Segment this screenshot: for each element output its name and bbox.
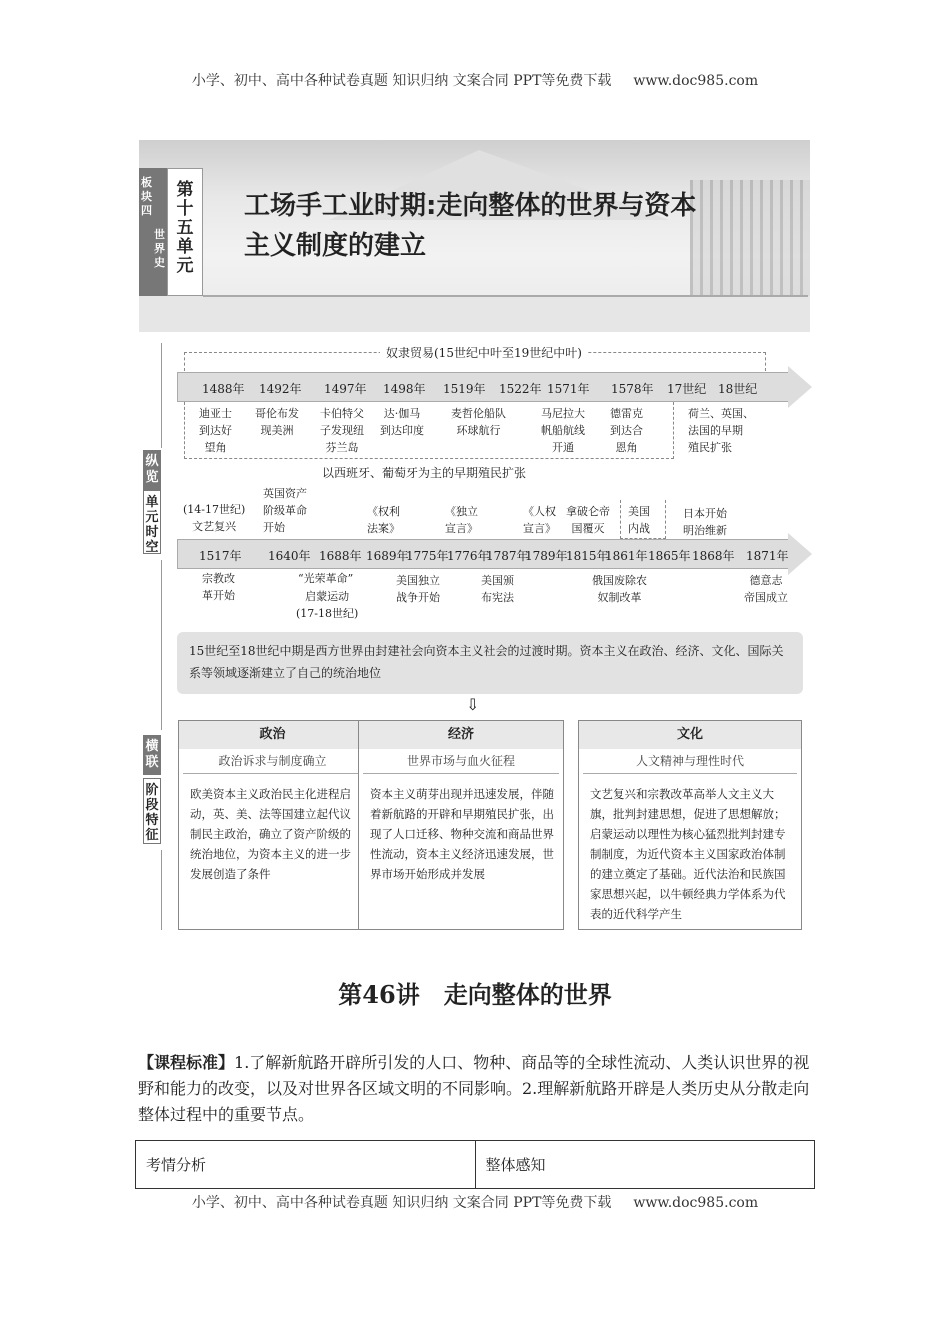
block-char: 块 [141,190,152,203]
card-title: 文化 [579,721,801,749]
block-char: 四 [141,204,152,217]
timeline1-year: 17世纪 [667,382,707,396]
slave-trade-label: 奴隶贸易(15世纪中叶至19世纪中叶) [380,344,588,361]
timeline1-year: 1492年 [259,382,302,396]
event-line: 环球航行 [456,424,501,437]
banner-underline [203,295,808,297]
table-row [136,1141,815,1189]
event-serf-reform [592,572,647,606]
timeline1-year: 1497年 [324,382,367,396]
block-char: 板 [141,176,152,189]
event-line: 内战 [628,522,650,535]
timeline2-arrowhead [788,533,812,575]
event-line: 德意志 [749,574,783,587]
timeline1-year: 1519年 [443,382,486,396]
event-line: (14-17世纪) [183,503,246,516]
event-line: 法案》 [367,522,400,535]
unit-title [244,186,764,266]
card-culture [578,720,802,930]
event-line: 帝国成立 [744,591,788,604]
timeline2-year: 1517年 [199,549,242,563]
event-line: 开始 [263,521,285,534]
event-line: 到达印度 [380,424,424,437]
event-line: 迪亚士 [199,407,232,420]
event-cabot [320,405,364,456]
timeline1-arrowhead [788,366,812,408]
event-line: 《权利 [367,505,400,518]
header-site[interactable]: www.doc985.com [633,73,759,89]
timeline1-year: 18世纪 [718,382,758,396]
ground-decoration [139,296,810,332]
timeline2-year: 1868年 [692,549,735,563]
event-line: 美国独立 [396,574,440,587]
event-reformation [202,570,235,604]
side-label-zonglan: 纵览 [143,450,161,490]
event-line: 宗教改 [202,572,235,585]
side-label-henglian: 横联 [143,735,161,775]
side-rule [161,343,162,448]
unit-title-line: 工场手工业时期:走向整体的世界与资本 [244,191,697,221]
side-rule [161,850,162,930]
timeline2-year: 1689年 [366,549,409,563]
event-line: 达·伽马 [383,407,421,420]
event-magellan [451,405,506,439]
timeline1-year: 1571年 [547,382,590,396]
sub-char: 世 [154,228,165,241]
block-tab [139,168,167,296]
timeline1-year: 1578年 [611,382,654,396]
table-cell-analysis: 考情分析 [136,1141,476,1189]
event-line: 到达合 [610,424,643,437]
lecture-title: 第46讲 走向整体的世界 [338,980,612,1009]
standard-label: 【课程标准】 [138,1053,235,1072]
event-line: 到达好 [199,424,232,437]
event-line: 革开始 [202,589,235,602]
unit-tab [167,168,203,296]
event-bill-of-rights [367,503,400,537]
event-line: 宣言》 [523,522,556,535]
event-line: 日本开始 [683,507,727,520]
event-rights-of-man [523,503,556,537]
header-text: 小学、初中、高中各种试卷真题 知识归纳 文案合同 PPT等免费下载 [191,73,612,89]
standard-text: 1.了解新航路开辟所引发的人口、物种、商品等的全球性流动、人类认识世界的视野和能力的改变，以及对世界各区域文明的不同影响。2.理解新航路开辟是人类历史从分散走向整体过程中的重要节点。 [138,1053,810,1124]
event-line: 奴制改革 [597,591,642,604]
timeline2-year: 1640年 [268,549,311,563]
event-line: 美国 [628,505,650,518]
event-line: 麦哲伦船队 [451,407,506,420]
event-line: 《人权 [523,505,556,518]
card-body: 欧美资本主义政治民主化进程启动，英、美、法等国建立起代议制民主政治，确立了资产阶级的统治地位，为资本主义的进一步发展创造了条件 [190,787,351,881]
event-glorious-revolution [298,570,353,587]
event-netherlands [688,405,754,456]
event-line: 现美洲 [260,424,294,437]
timeline2-year: 1775年 [406,549,449,563]
event-civil-war [628,503,650,537]
event-line: 卡伯特父 [320,407,364,420]
sub-char: 界 [154,242,165,255]
event-line: 战争开始 [396,591,440,604]
timeline2-year: 1871年 [746,549,789,563]
event-line: 殖民扩张 [688,441,732,454]
event-line: 明治维新 [683,524,727,537]
table-cell-perception: 整体感知 [475,1141,815,1189]
analysis-table [135,1140,815,1189]
event-english-revolution [263,485,307,536]
unit-char: 五 [176,218,194,238]
sub-char: 史 [154,256,165,269]
event-line: 英国资产 [263,487,307,500]
timeline2-year: 1789年 [525,549,568,563]
event-line: 哥伦布发 [255,407,299,420]
course-standard [138,1050,814,1128]
event-napoleon [566,503,610,537]
timeline1-year: 1488年 [202,382,245,396]
timeline2-year: 1861年 [605,549,648,563]
unit-char: 单 [176,237,194,257]
event-line: 宣言》 [445,522,478,535]
card-body: 资本主义萌芽出现并迅速发展，伴随着新航路的开辟和早期殖民扩张，出现了人口迁移、物种交流和商品世界性流动，资本主义经济迅速发展，世界市场开始形成并发展 [370,787,554,881]
event-line: 望角 [204,441,227,454]
event-line: 《独立 [445,505,478,518]
event-constitution [481,572,514,606]
event-line: 帆船航线 [541,424,585,437]
page-header [0,70,950,90]
event-manila [541,405,585,456]
event-line: 荷兰、英国、 [688,407,754,420]
down-arrow-icon: ⇩ [466,695,480,714]
timeline2-year: 1865年 [648,549,691,563]
card-politics [178,720,367,930]
card-title: 经济 [359,721,563,749]
event-line: “光荣革命” [298,572,354,585]
colonial-label: 以西班牙、葡萄牙为主的早期殖民扩张 [316,464,532,481]
card-subtitle: 政治诉求与制度确立 [183,749,362,774]
unit-banner [139,140,810,332]
event-line: 阶级革命 [263,504,307,517]
summary-box: 15世纪至18世纪中期是西方世界由封建社会向资本主义社会的过渡时期。资本主义在政治、经济、文化、国际关系等领域逐渐建立了自己的统治地位 [177,632,803,694]
timeline2-year: 1688年 [319,549,362,563]
event-line: 国覆灭 [571,522,605,535]
event-line: 启蒙运动 [305,590,350,603]
card-title: 政治 [179,721,366,749]
event-columbus [255,405,299,439]
side-label-danyuan: 单元时空 [143,490,161,554]
event-line: (17-18世纪) [296,607,359,620]
event-line: 马尼拉大 [541,407,585,420]
event-enlightenment [296,588,358,622]
event-declaration [445,503,478,537]
card-economy [358,720,564,930]
event-line: 文艺复兴 [192,520,237,533]
event-independence-war [396,572,440,606]
event-line: 法国的早期 [688,424,743,437]
unit-title-line: 主义制度的建立 [244,231,427,261]
event-line: 拿破仑帝 [566,505,610,518]
event-german-empire [744,572,788,606]
timeline2-year: 1787年 [486,549,529,563]
event-line: 子发现纽 [320,424,364,437]
event-line: 芬兰岛 [325,441,359,454]
event-dias [199,405,232,456]
card-subtitle: 人文精神与理性时代 [583,749,797,774]
event-line: 开通 [552,441,574,454]
unit-char: 十 [176,199,194,219]
event-drake [610,405,643,456]
side-rule [161,560,162,730]
timeline1-year: 1498年 [383,382,426,396]
event-renaissance [183,501,245,535]
page-footer [0,1192,950,1212]
card-subtitle: 世界市场与血火征程 [363,749,559,774]
timeline1-year: 1522年 [499,382,542,396]
card-body: 文艺复兴和宗教改革高举人文主义大旗，批判封建思想，促进了思想解放；启蒙运动以理性为核心猛烈批判封建专制制度，为近代资本主义国家政治体制的建立奠定了基础。近代法治和民族国家思想兴起，以牛顿经典力学体系为代表的近代科学产生 [590,787,786,921]
unit-char: 第 [176,180,194,200]
event-meiji [683,505,727,539]
timeline2-year: 1776年 [447,549,490,563]
timeline2-year: 1815年 [566,549,609,563]
footer-text: 小学、初中、高中各种试卷真题 知识归纳 文案合同 PPT等免费下载 [191,1195,612,1211]
event-line: 美国颁 [481,574,514,587]
unit-char: 元 [176,256,194,276]
event-line: 德雷克 [610,407,643,420]
side-label-jieduan: 阶段特征 [143,778,161,844]
footer-site[interactable]: www.doc985.com [633,1195,759,1211]
event-gama [380,405,424,439]
event-line: 俄国废除农 [592,574,647,587]
event-line: 布宪法 [481,591,514,604]
event-line: 恩角 [615,441,638,454]
